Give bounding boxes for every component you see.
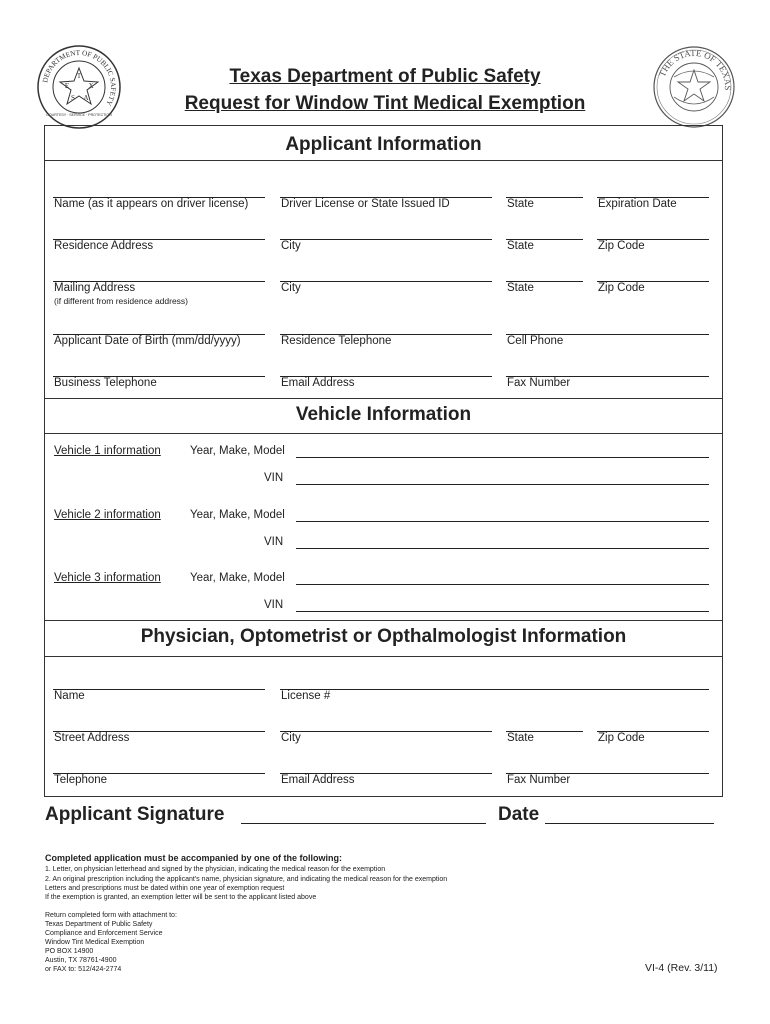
physician-email-label: Email Address — [281, 774, 355, 786]
dps-seal-ring-text: DEPARTMENT OF PUBLIC SAFETY — [41, 48, 118, 108]
mailing-city-label: City — [281, 282, 301, 294]
vehicle-2-label: Vehicle 2 information — [54, 509, 161, 521]
seal-letter-t: T — [76, 72, 82, 80]
return-address-line: PO BOX 14900 — [45, 948, 94, 955]
requirement-line: 1. Letter, on physician letterhead and signed by the physician, indicating the medical reason for the exemption — [45, 866, 386, 873]
vehicle-2-vin-label: VIN — [264, 536, 284, 548]
return-address-line: Window Tint Medical Exemption — [45, 939, 145, 946]
residence-zip-label: Zip Code — [598, 240, 645, 252]
physician-state-label: State — [507, 732, 534, 744]
physician-street-label: Street Address — [54, 732, 130, 744]
mailing-city-field[interactable] — [280, 281, 492, 282]
mailing-address-label: Mailing Address — [54, 282, 136, 294]
physician-telephone-label: Telephone — [54, 774, 108, 786]
seal-letter-e: E — [64, 82, 70, 90]
return-address-line: Texas Department of Public Safety — [45, 921, 153, 928]
vehicle-1-ymm-field[interactable] — [296, 457, 709, 458]
physician-license-label: License # — [281, 690, 331, 702]
form-number: VI-4 (Rev. 3/11) — [645, 962, 718, 974]
date-label: Date — [498, 804, 540, 825]
cell-phone-label: Cell Phone — [507, 335, 564, 347]
vehicle-3-ymm-label: Year, Make, Model — [190, 572, 285, 584]
driver-license-label: Driver License or State Issued ID — [281, 198, 450, 210]
dps-seal-motto: COURTESY · SERVICE · PROTECTION — [46, 113, 112, 117]
vehicle-3-ymm-field[interactable] — [296, 584, 709, 585]
return-address-line: Austin, TX 78761-4900 — [45, 957, 117, 964]
signature-date-field[interactable] — [545, 823, 714, 824]
seal-letter-a: A — [83, 94, 89, 102]
divider — [44, 620, 723, 621]
applicant-signature-label: Applicant Signature — [45, 804, 225, 825]
residence-state-label: State — [507, 240, 534, 252]
requirement-line: Letters and prescriptions must be dated within one year of exemption request — [45, 885, 285, 892]
return-address-line: Compliance and Enforcement Service — [45, 930, 163, 937]
physician-name-field[interactable] — [53, 689, 265, 690]
form-title-line-2: Request for Window Tint Medical Exemption — [184, 93, 586, 114]
applicant-email-label: Email Address — [281, 377, 355, 389]
mailing-state-label: State — [507, 282, 534, 294]
vehicle-2-ymm-field[interactable] — [296, 521, 709, 522]
requirement-line: 2. An original prescription including the applicant's name, physician signature, and indicating the medical reason for the exemption — [45, 876, 448, 883]
residence-city-label: City — [281, 240, 301, 252]
vehicle-3-vin-label: VIN — [264, 599, 284, 611]
vehicle-3-label: Vehicle 3 information — [54, 572, 161, 584]
applicant-signature-field[interactable] — [241, 823, 486, 824]
residence-address-label: Residence Address — [54, 240, 154, 252]
applicant-fax-label: Fax Number — [507, 377, 571, 389]
vehicle-1-label: Vehicle 1 information — [54, 445, 161, 457]
divider — [44, 656, 723, 657]
business-telephone-label: Business Telephone — [54, 377, 157, 389]
seal-letter-x: X — [88, 82, 94, 90]
physician-license-field[interactable] — [280, 689, 709, 690]
divider — [44, 433, 723, 434]
physician-zip-label: Zip Code — [598, 732, 645, 744]
vehicle-1-vin-label: VIN — [264, 472, 284, 484]
vehicle-2-ymm-label: Year, Make, Model — [190, 509, 285, 521]
mailing-address-note: (if different from residence address) — [54, 296, 189, 306]
form-title-line-1: Texas Department of Public Safety — [229, 66, 541, 87]
physician-fax-label: Fax Number — [507, 774, 571, 786]
physician-city-label: City — [281, 732, 301, 744]
vehicle-section-title: Vehicle Information — [295, 404, 472, 425]
return-address-line: or FAX to: 512/424-2774 — [45, 966, 122, 973]
vehicle-1-ymm-label: Year, Make, Model — [190, 445, 285, 457]
divider — [44, 398, 723, 399]
physician-city-field[interactable] — [280, 731, 492, 732]
physician-section-title: Physician, Optometrist or Opthalmologist Information — [140, 626, 627, 647]
return-address-line: Return completed form with attachment to: — [45, 912, 177, 919]
name-label: Name (as it appears on driver license) — [54, 198, 249, 210]
dl-state-label: State — [507, 198, 534, 210]
applicant-section-title: Applicant Information — [285, 134, 482, 155]
residence-telephone-label: Residence Telephone — [281, 335, 392, 347]
date-of-birth-label: Applicant Date of Birth (mm/dd/yyyy) — [54, 335, 241, 347]
requirements-title: Completed application must be accompanied by one of the following: — [45, 853, 343, 863]
physician-name-label: Name — [54, 690, 85, 702]
vehicle-3-vin-field[interactable] — [296, 611, 709, 612]
vehicle-1-vin-field[interactable] — [296, 484, 709, 485]
state-seal-ring-text: THE STATE OF TEXAS — [657, 47, 734, 91]
seal-letter-s: S — [71, 94, 75, 102]
divider — [44, 160, 723, 161]
requirement-line: If the exemption is granted, an exemption letter will be sent to the applicant listed above — [45, 894, 317, 901]
form-frame — [44, 125, 723, 797]
expiration-date-label: Expiration Date — [598, 198, 677, 210]
mailing-zip-label: Zip Code — [598, 282, 645, 294]
residence-city-field[interactable] — [280, 239, 492, 240]
vehicle-2-vin-field[interactable] — [296, 548, 709, 549]
